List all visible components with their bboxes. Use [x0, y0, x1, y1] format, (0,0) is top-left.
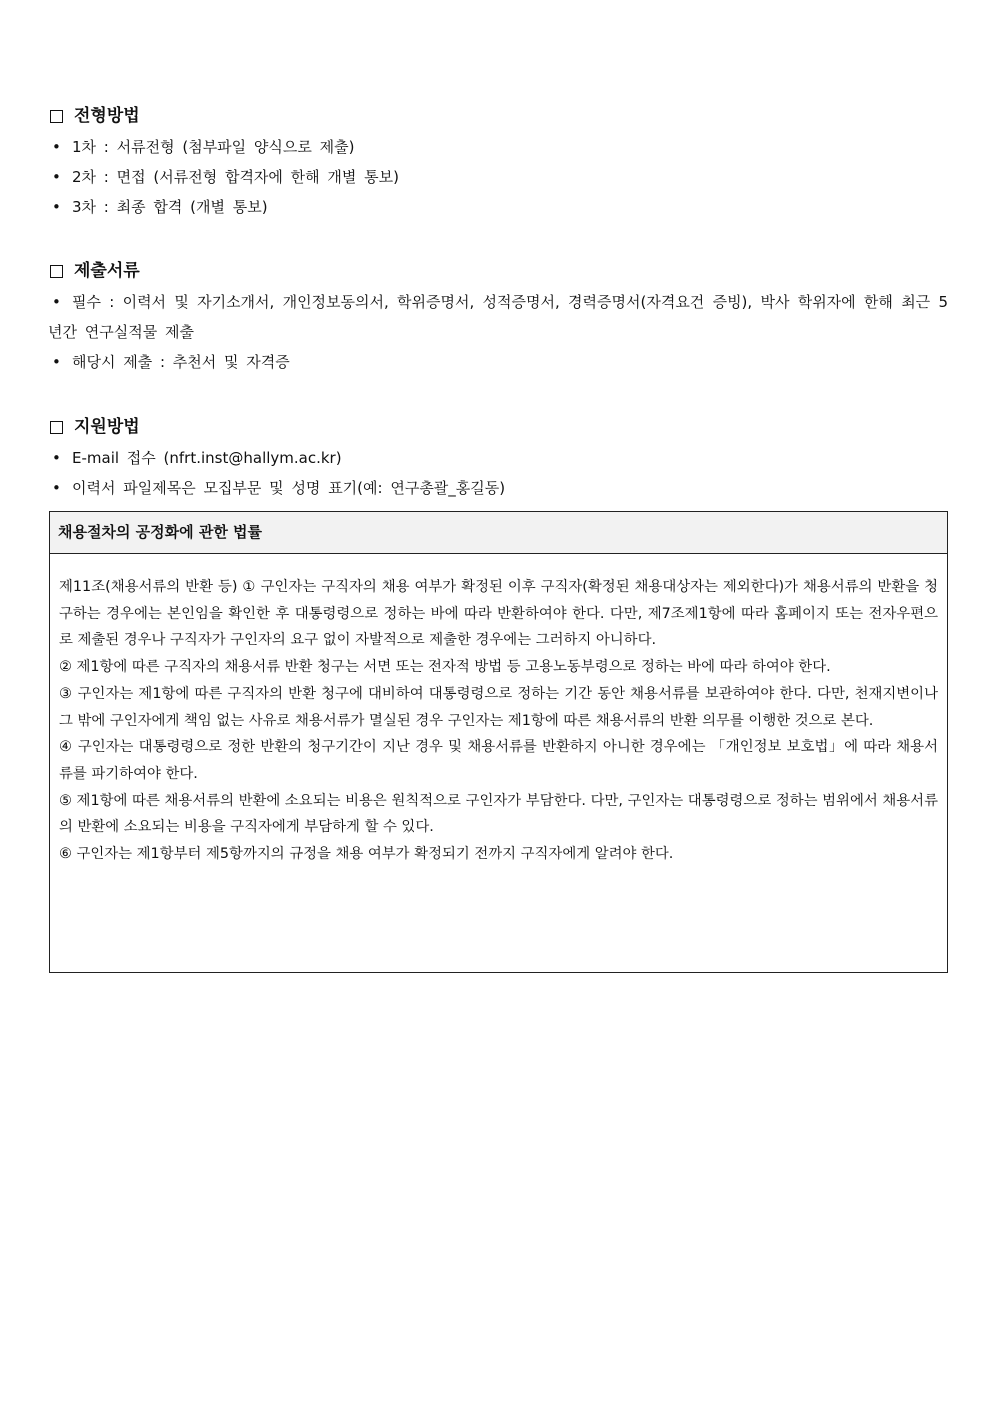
law-paragraph: ④ 구인자는 대통령령으로 정한 반환의 청구기간이 지난 경우 및 채용서류를 반환하지 아니한 경우에는 「개인정보 보호법」에 따라 채용서류를 파기하여야 한다. — [59, 739, 938, 782]
section-selection-method — [48, 103, 948, 222]
checkbox-square-icon — [50, 421, 63, 434]
section-heading — [48, 414, 948, 440]
list-item — [48, 443, 948, 473]
bullet-list — [48, 132, 948, 222]
list-item — [48, 132, 948, 162]
section-heading — [48, 103, 948, 129]
list-item — [48, 473, 948, 503]
section-heading-text: 제출서류 — [74, 261, 140, 281]
bullet-list — [48, 443, 948, 503]
law-paragraph: ⑤ 제1항에 따른 채용서류의 반환에 소요되는 비용은 원칙적으로 구인자가 부담한다. 다만, 구인자는 대통령령으로 정하는 범위에서 채용서류의 반환에 소요되는 비용을 구직자에게 부담하게 할 수 있다. — [59, 792, 938, 836]
list-item-text: E-mail 접수 (nfrt.inst@hallym.ac.kr) — [72, 449, 342, 467]
bullet-list — [48, 287, 948, 377]
section-heading — [48, 258, 948, 284]
section-heading-text: 지원방법 — [74, 417, 140, 437]
bullet-icon: • — [52, 293, 61, 311]
law-paragraph: ③ 구인자는 제1항에 따른 구직자의 반환 청구에 대비하여 대통령령으로 정하는 기간 동안 채용서류를 보관하여야 한다. 다만, 천재지변이나 그 밖에 구인자에게 책임 없는 사유로 채용서류가 멸실된 경우 구인자는 제1항에 따른 채용서류의 반환 의무를 이행한 것으로 본다. — [59, 685, 938, 729]
list-item — [48, 287, 948, 347]
law-paragraph: 제11조(채용서류의 반환 등) ① 구인자는 구직자의 채용 여부가 확정된 이후 구직자(확정된 채용대상자는 제외한다)가 채용서류의 반환을 청구하는 경우에는 본인임을 확인한 후 대통령령으로 정하는 바에 따라 반환하여야 한다. 다만, 제7조제1항에 따라 홈페이지 또는 전자우편으로 제출된 경우나 구직자가 구인자의 요구 없이 자발적으로 제출한 경우에는 그러하지 아니하다. — [59, 579, 938, 649]
bullet-icon: • — [52, 353, 61, 371]
list-item-text: 1차 : 서류전형 (첨부파일 양식으로 제출) — [72, 138, 355, 156]
section-heading-text: 전형방법 — [74, 106, 140, 126]
law-notice-body — [50, 554, 947, 868]
checkbox-square-icon — [50, 265, 63, 278]
law-paragraph: ② 제1항에 따른 구직자의 채용서류 반환 청구는 서면 또는 전자적 방법 등 고용노동부령으로 정하는 바에 따라 하여야 한다. — [59, 659, 831, 676]
list-item-text: 해당시 제출 : 추천서 및 자격증 — [72, 353, 290, 371]
law-paragraph: ⑥ 구인자는 제1항부터 제5항까지의 규정을 채용 여부가 확정되기 전까지 구직자에게 알려야 한다. — [59, 846, 674, 863]
law-notice-box — [49, 511, 948, 973]
bullet-icon: • — [52, 449, 61, 467]
bullet-icon: • — [52, 168, 61, 186]
section-application-method — [48, 414, 948, 503]
section-documents — [48, 258, 948, 377]
list-item — [48, 347, 948, 377]
bullet-icon: • — [52, 479, 61, 497]
list-item-text: 이력서 파일제목은 모집부문 및 성명 표기(예: 연구총괄_홍길동) — [72, 479, 506, 497]
list-item — [48, 162, 948, 192]
bullet-icon: • — [52, 198, 61, 216]
list-item-text: 필수 : 이력서 및 자기소개서, 개인정보동의서, 학위증명서, 성적증명서, 경력증명서(자격요건 증빙), 박사 학위자에 한해 최근 5년간 연구실적물 제출 — [48, 293, 948, 341]
bullet-icon: • — [52, 138, 61, 156]
law-notice-title: 채용절차의 공정화에 관한 법률 — [50, 512, 947, 554]
list-item — [48, 192, 948, 222]
list-item-text: 2차 : 면접 (서류전형 합격자에 한해 개별 통보) — [72, 168, 400, 186]
list-item-text: 3차 : 최종 합격 (개별 통보) — [72, 198, 268, 216]
checkbox-square-icon — [50, 110, 63, 123]
